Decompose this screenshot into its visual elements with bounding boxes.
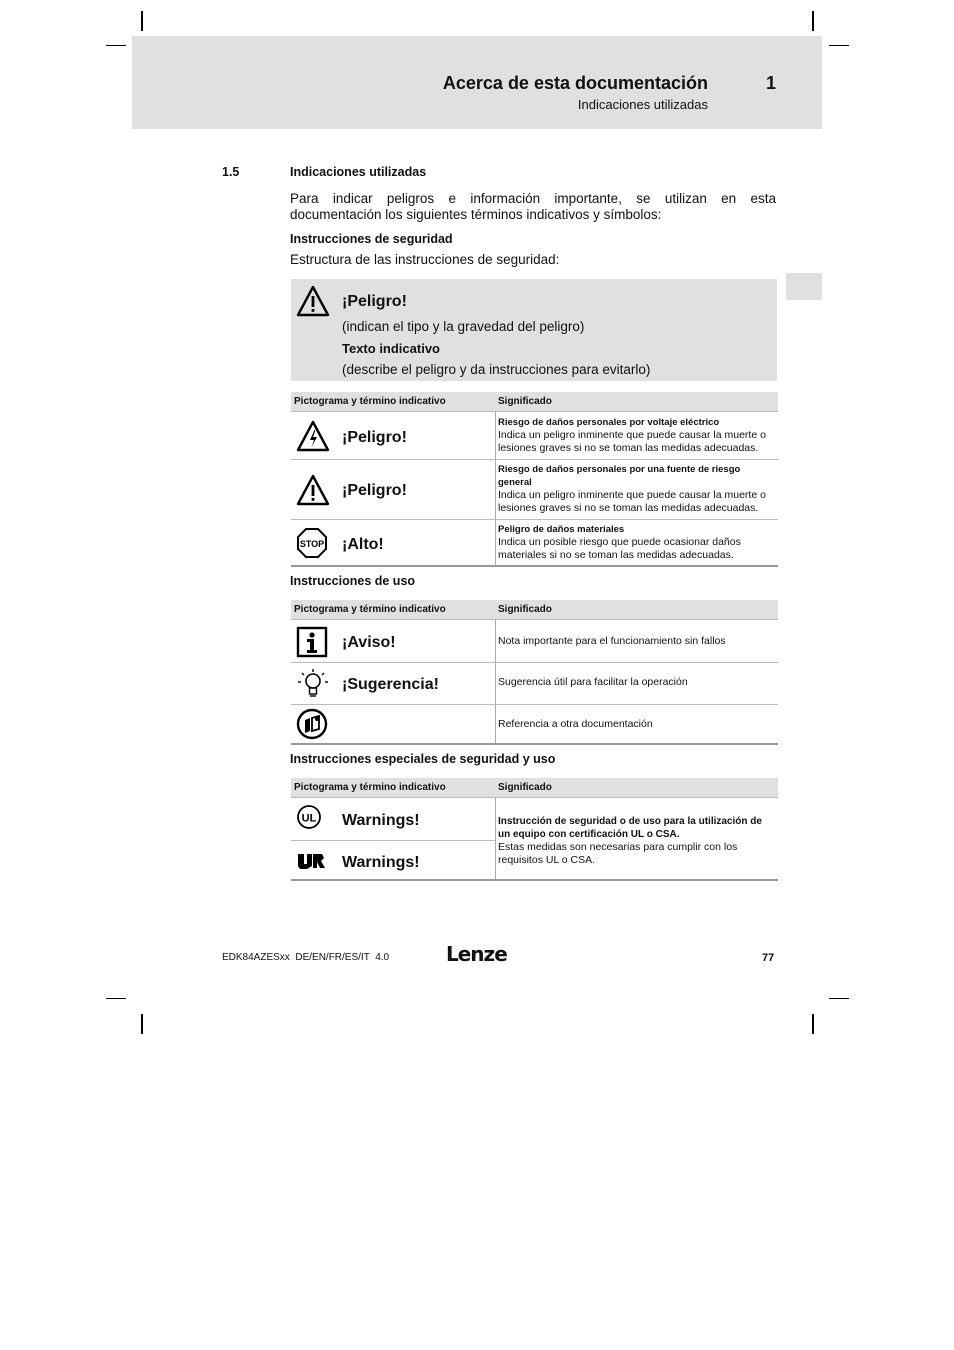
column-divider bbox=[495, 619, 496, 744]
column-header: Pictograma y término indicativo bbox=[294, 782, 446, 793]
crop-mark bbox=[812, 11, 814, 31]
electric-hazard-icon bbox=[296, 420, 330, 452]
row-divider bbox=[291, 743, 778, 745]
ul-icon bbox=[296, 804, 322, 830]
chapter-subtitle: Indicaciones utilizadas bbox=[577, 97, 708, 112]
section-number: 1.5 bbox=[222, 165, 240, 179]
meaning-text: Indica un peligro inminente que puede causar la muerte o lesiones graves si no se toman las medidas adecuadas. bbox=[498, 489, 766, 514]
column-header: Significado bbox=[498, 604, 552, 615]
intro-paragraph: Para indicar peligros e información importante, se utilizan en esta documentación los siguientes términos indicativos y símbolos: bbox=[290, 191, 776, 222]
page-number: 77 bbox=[762, 952, 775, 964]
meaning-cell bbox=[498, 523, 773, 562]
ur-icon bbox=[296, 851, 326, 871]
row-divider bbox=[291, 565, 778, 567]
crop-mark bbox=[141, 1014, 143, 1034]
meaning-title: Riesgo de daños personales por voltaje eléctrico bbox=[498, 417, 720, 428]
crop-mark bbox=[812, 1014, 814, 1034]
signal-term: ¡Peligro! bbox=[342, 482, 407, 499]
meaning-title: Riesgo de daños personales por una fuente de riesgo general bbox=[498, 464, 741, 488]
column-divider bbox=[495, 797, 496, 880]
warning-icon bbox=[296, 474, 330, 506]
meaning-text: Nota importante para el funcionamiento sin fallos bbox=[498, 635, 726, 647]
danger-box-line: (indican el tipo y la gravedad del peligro) bbox=[342, 319, 585, 334]
safety-structure-text: Estructura de las instrucciones de seguridad: bbox=[290, 252, 560, 267]
svg-text:UL: UL bbox=[301, 812, 317, 825]
signal-term: Warnings! bbox=[342, 812, 420, 829]
column-header: Significado bbox=[498, 782, 552, 793]
danger-box-label: Texto indicativo bbox=[342, 341, 440, 356]
signal-term: Warnings! bbox=[342, 854, 420, 871]
lightbulb-icon bbox=[296, 668, 330, 700]
usage-table bbox=[291, 600, 778, 746]
stop-icon bbox=[296, 527, 328, 559]
danger-box-line: (describe el peligro y da instrucciones para evitarlo) bbox=[342, 362, 651, 377]
table-header bbox=[291, 392, 778, 411]
crop-mark bbox=[141, 11, 143, 31]
column-header: Pictograma y término indicativo bbox=[294, 396, 446, 407]
side-tab bbox=[786, 273, 822, 300]
reference-icon bbox=[296, 708, 328, 740]
table-header bbox=[291, 778, 778, 797]
signal-term: ¡Peligro! bbox=[342, 429, 407, 446]
warning-icon bbox=[296, 285, 330, 317]
meaning-title: Peligro de daños materiales bbox=[498, 524, 625, 535]
meaning-text: Indica un peligro inminente que puede causar la muerte o lesiones graves si no se toman las medidas adecuadas. bbox=[498, 429, 766, 454]
signal-term: ¡Alto! bbox=[342, 536, 384, 553]
row-divider bbox=[291, 459, 778, 460]
table-header bbox=[291, 600, 778, 619]
info-icon bbox=[296, 626, 328, 658]
meaning-text: Indica un posible riesgo que puede ocasionar daños materiales si no se toman las medidas adecuadas. bbox=[498, 536, 741, 561]
row-divider bbox=[291, 840, 495, 841]
signal-term: ¡Aviso! bbox=[342, 634, 396, 651]
meaning-cell bbox=[498, 815, 773, 867]
safety-table bbox=[291, 392, 778, 568]
row-divider bbox=[291, 662, 778, 663]
row-divider bbox=[291, 619, 778, 620]
meaning-text: Sugerencia útil para facilitar la operación bbox=[498, 676, 688, 688]
usage-heading: Instrucciones de uso bbox=[290, 574, 416, 588]
section-title: Indicaciones utilizadas bbox=[290, 165, 427, 179]
safety-heading: Instrucciones de seguridad bbox=[290, 232, 453, 246]
document-code: EDK84AZESxx DE/EN/FR/ES/IT 4.0 bbox=[222, 952, 390, 963]
crop-mark bbox=[829, 998, 849, 999]
meaning-title: Instrucción de seguridad o de uso para la utilización de un equipo con certificación UL o CSA. bbox=[498, 816, 762, 840]
meaning-cell bbox=[498, 463, 773, 515]
danger-box-title: ¡Peligro! bbox=[342, 293, 407, 310]
crop-mark bbox=[829, 45, 849, 46]
chapter-number: 1 bbox=[766, 73, 777, 93]
special-table bbox=[291, 778, 778, 882]
meaning-cell bbox=[498, 416, 773, 455]
crop-mark bbox=[106, 45, 126, 46]
svg-text:STOP: STOP bbox=[299, 539, 325, 549]
row-divider bbox=[291, 797, 778, 798]
row-divider bbox=[291, 411, 778, 412]
column-divider bbox=[495, 411, 496, 566]
chapter-title: Acerca de esta documentación bbox=[442, 73, 708, 93]
special-heading: Instrucciones especiales de seguridad y uso bbox=[290, 752, 556, 766]
column-header: Pictograma y término indicativo bbox=[294, 604, 446, 615]
meaning-text: Estas medidas son necesarias para cumplir con los requisitos UL o CSA. bbox=[498, 841, 738, 866]
row-divider bbox=[291, 879, 778, 881]
signal-term: ¡Sugerencia! bbox=[342, 676, 439, 693]
row-divider bbox=[291, 519, 778, 520]
row-divider bbox=[291, 704, 778, 705]
crop-mark bbox=[106, 998, 126, 999]
lenze-logo: Lenze bbox=[446, 942, 507, 966]
column-header: Significado bbox=[498, 396, 552, 407]
meaning-text: Referencia a otra documentación bbox=[498, 718, 653, 730]
